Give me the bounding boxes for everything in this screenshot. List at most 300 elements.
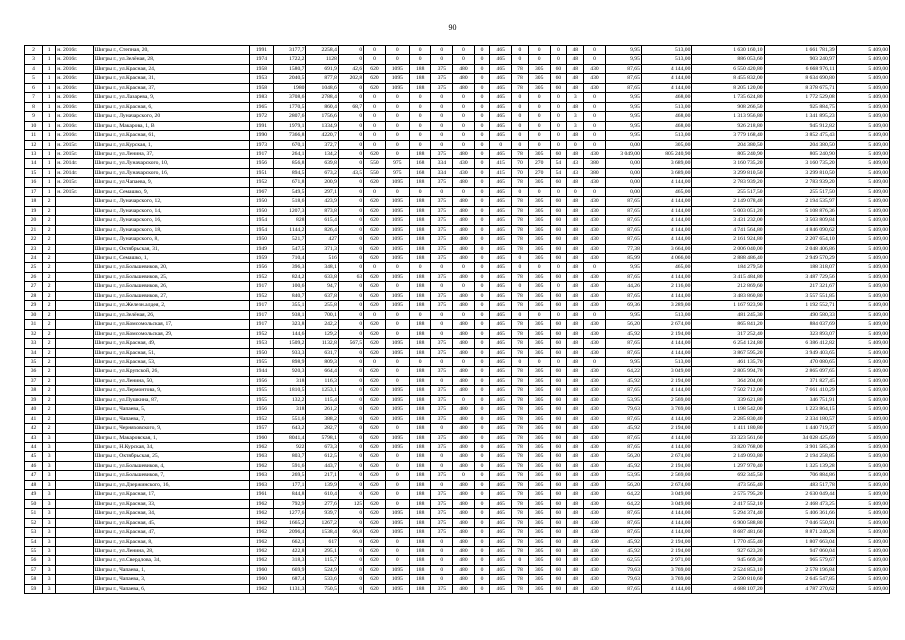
table-cell: 0 bbox=[431, 547, 453, 556]
table-cell: 78 bbox=[512, 149, 529, 158]
table-cell: 0 bbox=[409, 187, 431, 196]
table-cell: 115,4 bbox=[306, 395, 338, 404]
table-cell: 3 664,00 bbox=[641, 244, 692, 253]
table-cell: 1095 bbox=[385, 414, 409, 423]
table-cell: 1980 bbox=[273, 83, 305, 92]
table-cell: 5 409,00 bbox=[836, 159, 889, 168]
table-cell: Шигры г., ул.Свердлова, 34, bbox=[93, 556, 249, 565]
table-cell: Шигры г., Луначарского, 20 bbox=[93, 112, 249, 121]
table-cell: 1983 bbox=[249, 93, 273, 102]
table-cell: 3708,6 bbox=[273, 93, 305, 102]
table-cell: 64,22 bbox=[605, 367, 641, 376]
table-cell: 60 bbox=[550, 339, 567, 348]
table-cell: 620 bbox=[364, 471, 386, 480]
table-cell: 0 bbox=[385, 131, 409, 140]
table-cell: Шигры г., Луначарского, 14, bbox=[93, 206, 249, 215]
table-cell: 0 bbox=[364, 102, 386, 111]
table-cell: 0 bbox=[474, 320, 490, 329]
table-cell: 9,95 bbox=[605, 112, 641, 121]
table-row bbox=[25, 253, 890, 262]
table-cell: 60 bbox=[550, 216, 567, 225]
table-cell: 465 bbox=[490, 376, 512, 385]
table-cell: Шигры г., ул.Красная, 6, bbox=[93, 102, 249, 111]
table-cell: 620 bbox=[364, 367, 386, 376]
table-cell: 87,65 bbox=[605, 206, 641, 215]
table-cell: 430 bbox=[584, 206, 606, 215]
table-cell: 0 bbox=[453, 471, 475, 480]
table-cell: 3 bbox=[43, 584, 56, 593]
table-row bbox=[25, 168, 890, 177]
table-cell: 1960 bbox=[249, 565, 273, 574]
table-cell: 188 bbox=[409, 272, 431, 281]
table-row bbox=[25, 140, 890, 149]
table-cell: 1095 bbox=[385, 197, 409, 206]
table-cell: 2 569,00 bbox=[641, 471, 692, 480]
table-cell bbox=[56, 490, 93, 499]
table-cell: 305 bbox=[528, 547, 550, 556]
table-cell: 465 bbox=[490, 556, 512, 565]
table-cell: 144,6 bbox=[273, 329, 305, 338]
table-cell: 513,00 bbox=[641, 46, 692, 55]
table-cell: 3 779 168,40 bbox=[692, 131, 764, 140]
table-cell: 305 bbox=[528, 518, 550, 527]
table-cell: 5 409,00 bbox=[836, 584, 889, 593]
table-cell: 2 805 994,70 bbox=[692, 367, 764, 376]
table-cell: 87,65 bbox=[605, 528, 641, 537]
table-cell: 60 bbox=[550, 320, 567, 329]
table-cell: 620 bbox=[364, 509, 386, 518]
table-cell: 0 bbox=[364, 263, 386, 272]
table-cell: 44,26 bbox=[605, 282, 641, 291]
table-cell: 48 bbox=[567, 405, 584, 414]
table-cell: 0 bbox=[474, 537, 490, 546]
table-cell: 0 bbox=[474, 55, 490, 64]
table-cell: 620 bbox=[364, 405, 386, 414]
table-cell: 375 bbox=[431, 528, 453, 537]
table-cell: 38 bbox=[25, 386, 43, 395]
table-cell: 1095 bbox=[385, 575, 409, 584]
table-cell: 0 bbox=[474, 74, 490, 83]
table-cell: 2 bbox=[43, 424, 56, 433]
table-cell: 465 bbox=[490, 547, 512, 556]
table-cell: 270 bbox=[528, 159, 550, 168]
table-cell: 620 bbox=[364, 556, 386, 565]
table-row bbox=[25, 565, 890, 574]
table-cell: 188 bbox=[409, 480, 431, 489]
table-cell: 1962 bbox=[249, 509, 273, 518]
table-cell: Шигры г., Октябрьская, 31, bbox=[93, 244, 249, 253]
table-cell: 0 bbox=[550, 121, 567, 130]
table-row bbox=[25, 206, 890, 215]
table-cell: 0 bbox=[512, 253, 529, 262]
table-cell: 22 bbox=[25, 235, 43, 244]
table-cell: 116,3 bbox=[306, 376, 338, 385]
table-row bbox=[25, 414, 890, 423]
table-cell: 0 bbox=[474, 584, 490, 593]
table-cell: 5 409,00 bbox=[836, 547, 889, 556]
buildings-table bbox=[24, 45, 890, 594]
table-cell: 0 bbox=[385, 499, 409, 508]
table-cell: 5 409,00 bbox=[836, 443, 889, 452]
table-cell: 620 bbox=[364, 83, 386, 92]
table-row bbox=[25, 584, 890, 593]
table-cell: 0 bbox=[474, 159, 490, 168]
table-cell: 188 bbox=[409, 197, 431, 206]
table-cell: 56,20 bbox=[605, 480, 641, 489]
table-cell: 60 bbox=[550, 253, 567, 262]
table-cell: Шигры г., ул.Лазарева, 9, bbox=[93, 93, 249, 102]
table-cell: 188 bbox=[409, 395, 431, 404]
table-cell: 1962 bbox=[249, 537, 273, 546]
table-cell: 5 409,00 bbox=[836, 565, 889, 574]
table-row bbox=[25, 121, 890, 130]
table-cell: 305 bbox=[528, 528, 550, 537]
table-cell: 305 bbox=[528, 339, 550, 348]
table-row bbox=[25, 282, 890, 291]
table-cell: 2 674,00 bbox=[641, 320, 692, 329]
table-cell: 78 bbox=[512, 244, 529, 253]
table-cell: 2040,5 bbox=[273, 74, 305, 83]
table-cell: 1917 bbox=[249, 310, 273, 319]
table-cell: Шигры г., ул.Луначарского, 10, bbox=[93, 159, 249, 168]
table-cell: 0 bbox=[338, 320, 363, 329]
table-cell: 927 623,20 bbox=[692, 547, 764, 556]
table-cell: 465 bbox=[490, 253, 512, 262]
table-cell: 1095 bbox=[385, 395, 409, 404]
table-cell: 0 bbox=[364, 310, 386, 319]
table-cell: 620 bbox=[364, 480, 386, 489]
table-cell: 375 bbox=[431, 433, 453, 442]
table-cell: 0 bbox=[567, 187, 584, 196]
table-cell: 4 144,00 bbox=[641, 216, 692, 225]
table-cell: 375 bbox=[431, 471, 453, 480]
table-cell: н. 2016г. bbox=[56, 83, 93, 92]
table-cell: 873,8 bbox=[306, 206, 338, 215]
table-cell: 60 bbox=[550, 528, 567, 537]
table-row bbox=[25, 376, 890, 385]
table-cell: 620 bbox=[364, 178, 386, 187]
table-cell: 1 bbox=[43, 102, 56, 111]
table-cell: 0 bbox=[338, 490, 363, 499]
table-cell: 0 bbox=[528, 357, 550, 366]
table-cell: 673,2 bbox=[306, 168, 338, 177]
table-cell: 0 bbox=[409, 55, 431, 64]
table-cell: 318 bbox=[273, 405, 305, 414]
table-cell: 3 901 585,36 bbox=[764, 443, 836, 452]
table-cell: Шигры г., Чапаева, 7, bbox=[93, 414, 249, 423]
table-cell: 620 bbox=[364, 414, 386, 423]
table-cell: 13 bbox=[25, 149, 43, 158]
table-cell: 710,4 bbox=[273, 253, 305, 262]
table-cell: 318 bbox=[273, 376, 305, 385]
table-cell: 48 bbox=[25, 480, 43, 489]
table-cell: 620 bbox=[364, 74, 386, 83]
table-cell: 60 bbox=[550, 64, 567, 73]
table-cell: 5 409,00 bbox=[836, 168, 889, 177]
table-cell: 430 bbox=[584, 499, 606, 508]
table-cell: 465,00 bbox=[641, 263, 692, 272]
table-cell: 1095 bbox=[385, 339, 409, 348]
table-cell bbox=[56, 376, 93, 385]
table-row bbox=[25, 452, 890, 461]
table-cell: 188 bbox=[409, 556, 431, 565]
table-cell: 0 bbox=[550, 282, 567, 291]
table-cell: 480 bbox=[453, 320, 475, 329]
table-cell: Шигры г., Макаровская, 1, bbox=[93, 433, 249, 442]
table-cell: 37 bbox=[25, 376, 43, 385]
table-cell: 0,00 bbox=[605, 159, 641, 168]
table-cell: Шигры г., Макарова, 1, В bbox=[93, 121, 249, 130]
table-cell: 78 bbox=[512, 443, 529, 452]
table-cell: 480 bbox=[453, 405, 475, 414]
table-cell: 0 bbox=[338, 197, 363, 206]
table-cell: 0 bbox=[453, 187, 475, 196]
table-cell: 465 bbox=[490, 55, 512, 64]
table-cell: 188 bbox=[409, 452, 431, 461]
table-cell: 60 bbox=[550, 206, 567, 215]
table-cell: 1 167 923,90 bbox=[692, 301, 764, 310]
table-cell: 0 bbox=[453, 395, 475, 404]
table-cell: 0 bbox=[338, 310, 363, 319]
table-cell: 430 bbox=[584, 348, 606, 357]
table-row bbox=[25, 216, 890, 225]
table-row bbox=[25, 46, 890, 55]
table-cell: 277,6 bbox=[306, 499, 338, 508]
table-cell: 100,6 bbox=[273, 282, 305, 291]
table-cell: 2 417 552,10 bbox=[692, 499, 764, 508]
table-cell: 430 bbox=[584, 367, 606, 376]
table-cell: 1952 bbox=[249, 414, 273, 423]
table-cell: 0 bbox=[474, 216, 490, 225]
table-cell: 48 bbox=[567, 253, 584, 262]
table-cell: 305 bbox=[528, 414, 550, 423]
table-cell: 4 787 270,62 bbox=[764, 584, 836, 593]
table-cell: 5 409,00 bbox=[836, 102, 889, 111]
table-cell: 0 bbox=[431, 310, 453, 319]
table-cell: 1 630 160,10 bbox=[692, 46, 764, 55]
table-cell: 375 bbox=[431, 395, 453, 404]
table-cell: 3 689,00 bbox=[641, 168, 692, 177]
table-cell: 620 bbox=[364, 395, 386, 404]
table-cell: 57 bbox=[25, 565, 43, 574]
table-cell: 1 bbox=[43, 64, 56, 73]
table-cell: 7 046 550,91 bbox=[764, 518, 836, 527]
table-cell: 1665,2 bbox=[273, 518, 305, 527]
table-cell: 60 bbox=[550, 149, 567, 158]
table-cell: 1991 bbox=[249, 121, 273, 130]
table-cell: 78 bbox=[512, 509, 529, 518]
table-cell: 1509,2 bbox=[273, 339, 305, 348]
table-cell: 48 bbox=[567, 206, 584, 215]
table-cell: 620 bbox=[364, 518, 386, 527]
table-cell: 3177,7 bbox=[273, 46, 305, 55]
table-cell: 0 bbox=[409, 131, 431, 140]
table-cell: 0 bbox=[385, 102, 409, 111]
table-cell: 0 bbox=[431, 93, 453, 102]
table-cell: 261,2 bbox=[306, 405, 338, 414]
table-cell: 4 144,00 bbox=[641, 509, 692, 518]
table-cell: 0 bbox=[512, 112, 529, 121]
table-cell: 430 bbox=[453, 168, 475, 177]
table-cell: 177,1 bbox=[273, 480, 305, 489]
table-cell: 1991 bbox=[249, 46, 273, 55]
table-cell: 2 888 486,40 bbox=[692, 253, 764, 262]
table-cell: Шигры г., ул.Большевиков, 7, bbox=[93, 471, 249, 480]
table-cell: Шигры г., ул.Красная, 8, bbox=[93, 537, 249, 546]
table-cell: 48 bbox=[567, 414, 584, 423]
table-cell: 0 bbox=[453, 357, 475, 366]
table-cell: 480 bbox=[453, 253, 475, 262]
table-cell: 48 bbox=[567, 131, 584, 140]
table-cell: 375 bbox=[431, 216, 453, 225]
table-cell: 45,92 bbox=[605, 461, 641, 470]
table-cell: 430 bbox=[584, 320, 606, 329]
table-cell: 19 bbox=[25, 206, 43, 215]
table-cell: 48 bbox=[567, 149, 584, 158]
table-cell: 805 240,90 bbox=[764, 149, 836, 158]
table-cell: 0 bbox=[453, 282, 475, 291]
table-cell: 305 bbox=[528, 272, 550, 281]
table-cell: 0 bbox=[584, 187, 606, 196]
table-cell: 48 bbox=[567, 395, 584, 404]
table-cell: н. 2015г. bbox=[56, 187, 93, 196]
table-cell: 60 bbox=[550, 424, 567, 433]
table-cell: 375 bbox=[431, 244, 453, 253]
table-cell: 2 194,00 bbox=[641, 547, 692, 556]
table-cell: 48 bbox=[567, 83, 584, 92]
table-cell: 297,1 bbox=[306, 187, 338, 196]
table-cell: 5 409,00 bbox=[836, 528, 889, 537]
table-cell: 188 bbox=[409, 518, 431, 527]
table-cell: 1957 bbox=[249, 424, 273, 433]
table-cell: 188 bbox=[409, 509, 431, 518]
table-cell: 380 bbox=[584, 159, 606, 168]
table-cell: 1965 bbox=[249, 102, 273, 111]
table-cell: 945 669,30 bbox=[692, 556, 764, 565]
table-cell: 3 557 551,85 bbox=[764, 291, 836, 300]
table-cell: 0 bbox=[550, 187, 567, 196]
table-cell: 430 bbox=[584, 584, 606, 593]
table-row bbox=[25, 386, 890, 395]
table-cell: 0 bbox=[474, 272, 490, 281]
table-row bbox=[25, 235, 890, 244]
table-cell: 0 bbox=[453, 263, 475, 272]
table-cell: 0 bbox=[409, 46, 431, 55]
table-cell: 305 bbox=[528, 320, 550, 329]
table-cell: 465 bbox=[490, 263, 512, 272]
table-cell: 0 bbox=[474, 452, 490, 461]
table-cell: 48 bbox=[567, 55, 584, 64]
table-cell: 264,1 bbox=[273, 149, 305, 158]
table-cell: 1 325 139,28 bbox=[764, 461, 836, 470]
table-cell: 0 bbox=[584, 263, 606, 272]
table-cell: 305 bbox=[528, 197, 550, 206]
table-cell: Шигры г., ул.Дзержинского, 16, bbox=[93, 480, 249, 489]
table-cell: 305 bbox=[528, 509, 550, 518]
table-cell bbox=[56, 405, 93, 414]
table-cell: 0 bbox=[474, 528, 490, 537]
table-cell: 0 bbox=[528, 93, 550, 102]
table-cell: 2 971,00 bbox=[641, 556, 692, 565]
table-cell bbox=[56, 235, 93, 244]
table-cell: 427 bbox=[306, 235, 338, 244]
table-cell: 375 bbox=[431, 367, 453, 376]
table-cell: 0 bbox=[474, 46, 490, 55]
table-cell: 60 bbox=[550, 386, 567, 395]
table-cell: 305 bbox=[528, 461, 550, 470]
table-cell: 1 bbox=[43, 159, 56, 168]
table-cell: 188 bbox=[409, 253, 431, 262]
table-cell: 0 bbox=[338, 480, 363, 489]
table-cell: 5 003 051,20 bbox=[692, 206, 764, 215]
table-cell: 6 550 420,80 bbox=[692, 64, 764, 73]
table-cell: 188 bbox=[409, 301, 431, 310]
table-cell: 0 bbox=[364, 131, 386, 140]
table-cell: 11 bbox=[25, 131, 43, 140]
table-cell: 631,7 bbox=[306, 348, 338, 357]
table-cell: 42 bbox=[25, 424, 43, 433]
table-cell: 3 503 809,84 bbox=[764, 216, 836, 225]
table-cell: 0 bbox=[474, 263, 490, 272]
table-cell: 465 bbox=[490, 452, 512, 461]
table-cell: 5 409,00 bbox=[836, 537, 889, 546]
table-cell: 692 345,50 bbox=[692, 471, 764, 480]
table-cell: 23 bbox=[25, 244, 43, 253]
table-cell: 620 bbox=[364, 348, 386, 357]
table-cell: 188 bbox=[409, 74, 431, 83]
table-cell: 430 bbox=[584, 537, 606, 546]
table-cell: 2 bbox=[43, 320, 56, 329]
table-cell: 78 bbox=[512, 537, 529, 546]
table-cell: 52 bbox=[25, 518, 43, 527]
table-cell: 620 bbox=[364, 329, 386, 338]
table-cell: 824,2 bbox=[273, 272, 305, 281]
table-cell: н. 2016г. bbox=[56, 131, 93, 140]
table-cell: 5 409,00 bbox=[836, 424, 889, 433]
table-cell: 610,4 bbox=[306, 490, 338, 499]
table-cell: 840,7 bbox=[273, 291, 305, 300]
table-cell: Шигры г., ул.Красная, 51, bbox=[93, 348, 249, 357]
table-cell: н. 2016г. bbox=[56, 102, 93, 111]
table-cell: 0 bbox=[550, 263, 567, 272]
table-cell: 3 bbox=[43, 556, 56, 565]
table-cell: Шигры г., ул.Луначарского, 16, bbox=[93, 168, 249, 177]
table-cell: 480 bbox=[453, 461, 475, 470]
table-cell: 430 bbox=[584, 386, 606, 395]
table-cell: 53,95 bbox=[605, 395, 641, 404]
table-cell: 0 bbox=[474, 443, 490, 452]
table-cell: 3 bbox=[43, 471, 56, 480]
table-cell: 3 bbox=[43, 509, 56, 518]
table-cell: 465 bbox=[490, 282, 512, 291]
table-cell: 3 160 735,20 bbox=[764, 159, 836, 168]
table-cell: 5 409,00 bbox=[836, 376, 889, 385]
table-cell: 465 bbox=[490, 83, 512, 92]
table-cell: 5 409,00 bbox=[836, 244, 889, 253]
table-cell: 0 bbox=[338, 537, 363, 546]
table-cell: 0 bbox=[474, 168, 490, 177]
table-cell: 3 867 595,20 bbox=[692, 348, 764, 357]
table-cell: 78 bbox=[512, 376, 529, 385]
table-cell: 2 bbox=[43, 414, 56, 423]
table-cell: 48 bbox=[567, 291, 584, 300]
table-cell: 78 bbox=[512, 197, 529, 206]
table-cell: 48 bbox=[567, 301, 584, 310]
table-row bbox=[25, 64, 890, 73]
table-cell: 202,8 bbox=[338, 74, 363, 83]
table-cell: 0 bbox=[385, 480, 409, 489]
table-cell: 188 bbox=[409, 348, 431, 357]
